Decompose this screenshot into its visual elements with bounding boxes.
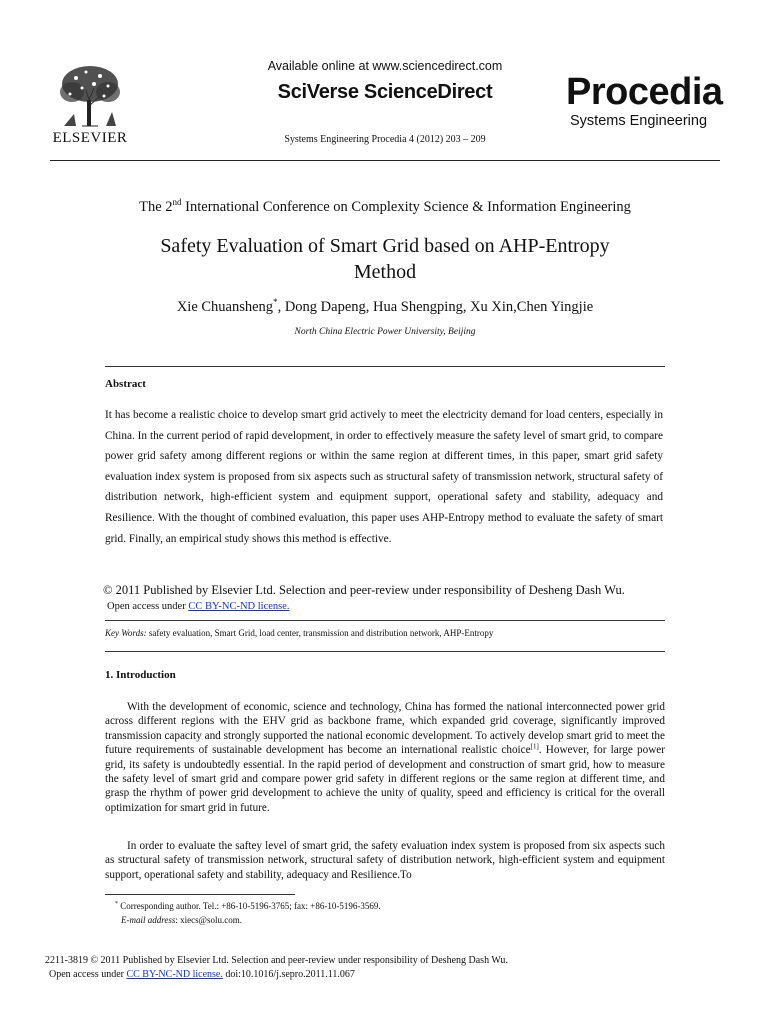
coauthors: , Dong Dapeng, Hua Shengping, Xu Xin,Chen Yingjie: [277, 298, 594, 315]
footnote-mark: *: [115, 901, 118, 907]
intro-p1-text-a: With the development of economic, science and technology, China has formed the national interconnected power grid across different regions with the EHV grid as backbone frame, which expanded grid coverage, significantly improved transmission capacity and strongly supported the national economic development. To actively develop smart grid to meet the future requirements of sustainable development has become an international realistic choice: [105, 701, 665, 757]
elsevier-logo: [50, 62, 130, 146]
conference-prefix: The 2: [139, 198, 173, 215]
copyright-notice: © 2011 Published by Elsevier Ltd. Selection and peer-review under responsibility of Desheng Dash Wu.: [103, 583, 625, 597]
open-access-prefix: Open access under: [107, 601, 189, 612]
intro-p1-text-b: . However, for large power grid, its safety is undoubtedly essential. In the rapid period of development and construction of smart grid, how to measure the safety level of smart grid and compare power grid safety in different regions or the same region at different time, and grasp the rhythm of power grid development to achieve the unity of quality, speed and efficiency is critical for the overall optimization for smart grid in future.: [105, 744, 665, 814]
corresponding-author: Xie Chuansheng: [176, 298, 274, 315]
abstract-top-rule: [105, 366, 665, 367]
paper-title-line-1: Safety Evaluation of Smart Grid based on AHP-Entropy: [160, 235, 610, 257]
footnote-corresponding: [115, 901, 381, 911]
paper-title: [100, 233, 670, 285]
introduction-paragraph-2: [105, 839, 665, 882]
open-access-note: [107, 601, 290, 612]
keywords: [105, 628, 665, 638]
abstract-body: It has become a realistic choice to develop smart grid actively to meet the electricity demand for load centers, especially in China. In the current period of rapid development, in order to effectively measure the safety level of smart grid, to compare power grid safety among different regions or within the same region at different times, in this paper, smart grid safety evaluation index system is proposed from six aspects such as structural safety of transmission network, structural safety of distribution network, high-efficient system and equipment support, operational safety and stability, adequacy and Resilience. With the thought of combined evaluation, this paper uses AHP-Entropy method to evaluate the safety of smart grid. Finally, an empirical study shows this method is effective.: [105, 409, 663, 545]
license-link[interactable]: CC BY-NC-ND license.: [188, 601, 290, 612]
introduction-paragraph-1: [105, 700, 665, 815]
bottom-open-access-prefix: Open access under: [49, 969, 127, 980]
procedia-brand-sub: Systems Engineering: [570, 113, 708, 129]
elsevier-tree-icon: [56, 62, 124, 128]
header-divider: [50, 160, 720, 161]
platform-name: SciVerse ScienceDirect: [277, 81, 493, 103]
elsevier-wordmark: ELSEVIER: [52, 130, 128, 146]
citation-ref[interactable]: [1]: [530, 742, 539, 751]
procedia-logo: [566, 72, 726, 130]
paper-title-line-2: Method: [353, 261, 417, 283]
keywords-list: safety evaluation, Smart Grid, load center, transmission and distribution network, AHP-Entropy: [146, 628, 494, 638]
footnote-divider: [105, 894, 295, 895]
email-address: : xiecs@solu.com.: [175, 915, 242, 925]
conference-rest: International Conference on Complexity Science & Information Engineering: [181, 198, 631, 215]
email-label: E-mail address: [121, 915, 176, 925]
footnote-email: [121, 915, 242, 925]
keywords-label: Key Words:: [105, 628, 147, 638]
introduction-heading: 1. Introduction: [105, 669, 176, 681]
doi: doi:10.1016/j.sepro.2011.11.067: [222, 969, 355, 980]
corresponding-contact: Corresponding author. Tel.: +86-10-5196-3765; fax: +86-10-5196-3569.: [118, 901, 381, 911]
author-list: [80, 297, 690, 316]
conference-name: [60, 197, 710, 216]
available-online-text: Available online at www.sciencedirect.com: [267, 59, 503, 73]
bottom-open-access: [49, 969, 355, 980]
journal-citation: Systems Engineering Procedia 4 (2012) 203 – 209: [284, 134, 486, 145]
keywords-top-rule: [105, 620, 665, 621]
intro-p2-text: In order to evaluate the saftey level of smart grid, the safety evaluation index system is proposed from six aspects such as structural safety of transmission network, structural safety of distribution network, high-efficient system and equipment support, operational safety and stability, adequacy and Resilience.To: [105, 840, 665, 881]
procedia-brand: Procedia: [566, 71, 723, 113]
abstract-heading: Abstract: [105, 378, 146, 390]
bottom-license-link[interactable]: CC BY-NC-ND license.: [126, 969, 223, 980]
corresponding-author-mark: *: [273, 297, 278, 307]
keywords-bottom-rule: [105, 651, 665, 652]
issn-copyright-line: 2211-3819 © 2011 Published by Elsevier Ltd. Selection and peer-review under responsibility of Desheng Dash Wu.: [45, 955, 508, 966]
author-affiliation: North China Electric Power University, Beijing: [294, 327, 476, 337]
conference-ordinal: nd: [172, 197, 182, 207]
